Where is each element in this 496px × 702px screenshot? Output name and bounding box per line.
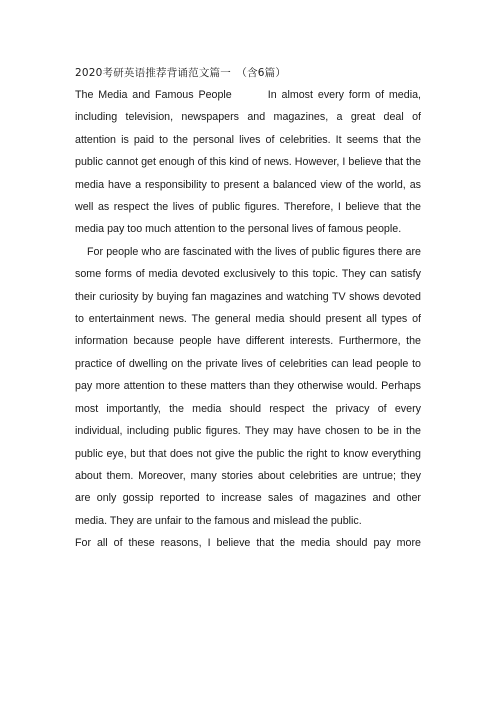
paragraph-2: For people who are fascinated with the lives of public figures there are some forms of media devoted exclusively to this topic. They can satisfy their curiosity by buying fan magazines and watching TV shows devoted to entertainment news. The general media should present all types of information because people have different interests. Furthermore, the practice of dwelling on the private lives of celebrities can lead people to pay more attention to these matters than they otherwise would. Perhaps most importantly, the media should respect the privacy of every individual, including public figures. They may have chosen to be in the public eye, but that does not give the public the right to know everything about them. Moreover, many stories about celebrities are untrue; they are only gossip reported to increase sales of magazines and other media. They are unfair to the famous and mislead the public. xyxy=(75,245,421,527)
paragraph-1-body: In almost every form of media, including television, newspapers and magazines, a great deal of attention is paid to the personal lives of celebrities. It seems that the public cannot get enough of this kind of news. However, I believe that the media have a responsibility to present a balanced view of the world, as well as respect the lives of public figures. Therefore, I believe that the media pay too much attention to the personal lives of famous people. xyxy=(75,89,421,236)
essay-title: The Media and Famous People xyxy=(75,89,232,101)
paragraph-1 xyxy=(75,84,421,241)
document-page xyxy=(75,62,421,554)
document-heading: 2020考研英语推荐背诵范文篇一 （含6篇） xyxy=(75,67,287,79)
paragraph-3: For all of these reasons, I believe that the media should pay more xyxy=(75,537,421,550)
